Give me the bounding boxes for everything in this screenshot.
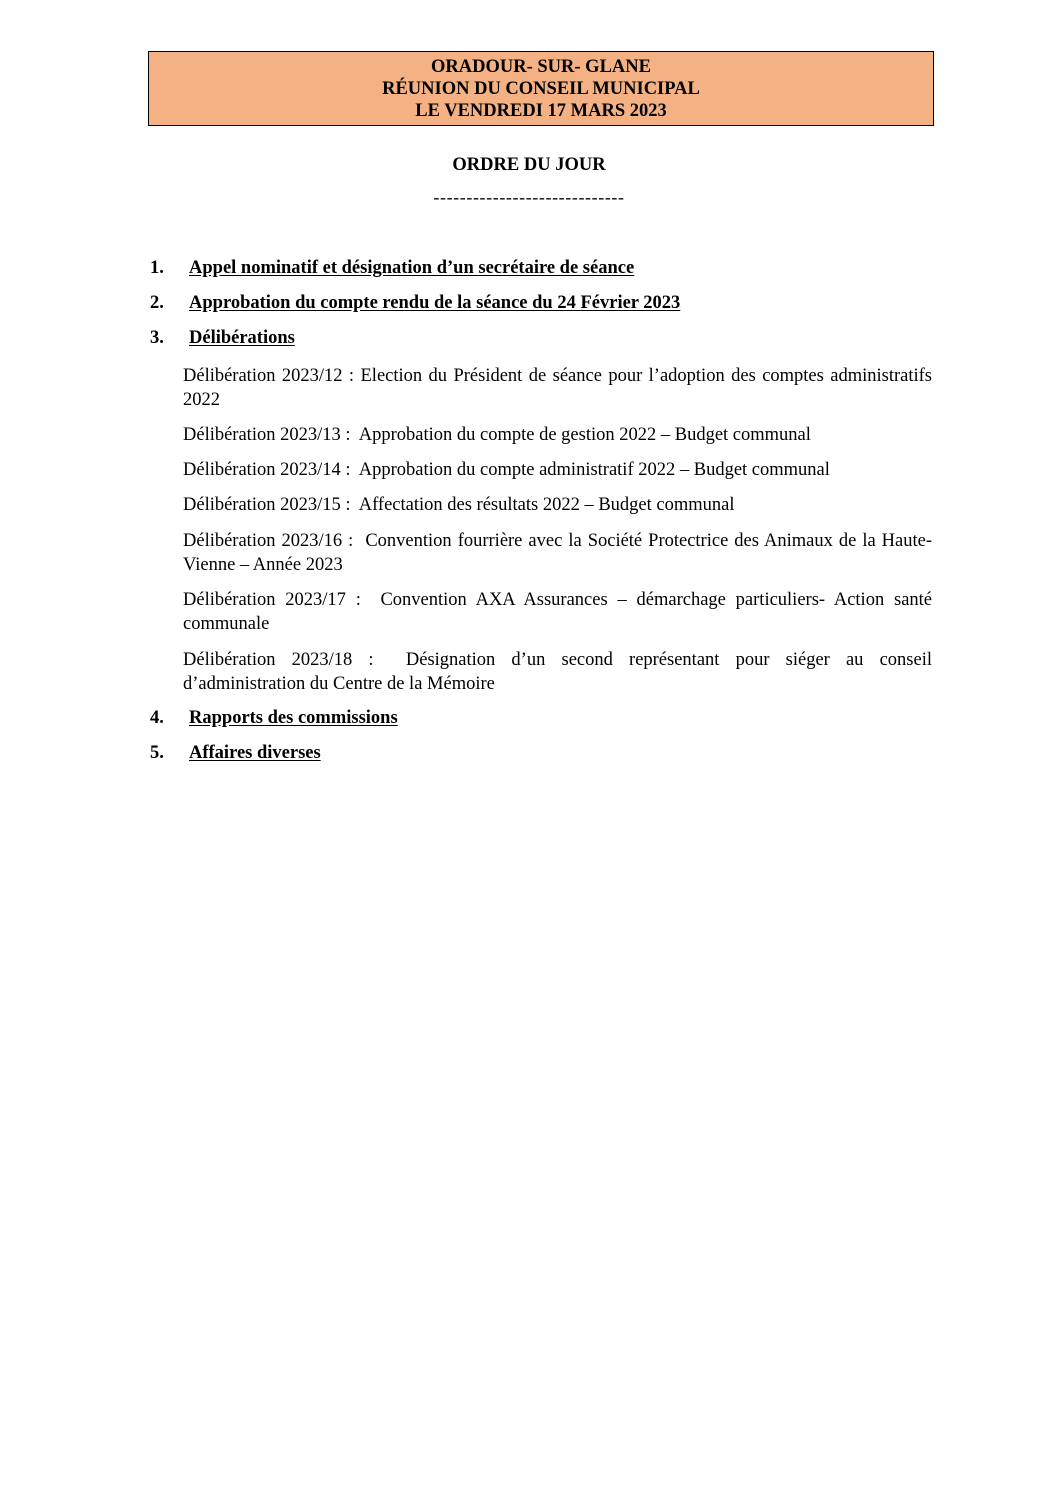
deliberation-text: Election du Président de séance pour l’adoption des comptes administratifs 2022 xyxy=(183,366,932,410)
header-commune: ORADOUR- SUR- GLANE xyxy=(431,57,651,77)
agenda-item xyxy=(150,328,295,349)
agenda-item xyxy=(150,743,321,764)
deliberation-code: Délibération 2023/14 : xyxy=(183,460,356,480)
deliberation-text: Approbation du compte de gestion 2022 – Budget communal xyxy=(358,425,811,445)
deliberation-code: Délibération 2023/15 : xyxy=(183,495,356,515)
agenda-item xyxy=(150,258,634,279)
item-label: Délibérations xyxy=(189,328,295,348)
deliberation-text: Affectation des résultats 2022 – Budget communal xyxy=(358,495,735,515)
item-number: 5. xyxy=(150,743,164,763)
deliberation-code: Délibération 2023/12 : xyxy=(183,366,355,386)
deliberation-text: Convention fourrière avec la Société Protectrice des Animaux de la Haute-Vienne – Année 2023 xyxy=(183,531,933,575)
item-number: 4. xyxy=(150,708,164,728)
deliberation-text: Désignation d’un second représentant pour siéger au conseil d’administration du Centre de la Mémoire xyxy=(183,650,932,694)
deliberation-code: Délibération 2023/16 : xyxy=(183,531,360,551)
deliberation-code: Délibération 2023/18 : xyxy=(183,650,390,670)
header-date: LE VENDREDI 17 MARS 2023 xyxy=(415,101,667,121)
item-label: Rapports des commissions xyxy=(189,708,398,728)
item-number: 3. xyxy=(150,328,164,348)
deliberation-text: Approbation du compte administratif 2022 – Budget communal xyxy=(358,460,830,480)
separator-line: ----------------------------- xyxy=(433,187,625,207)
deliberation xyxy=(183,529,932,577)
deliberation xyxy=(183,493,932,517)
deliberation xyxy=(183,648,932,696)
deliberation xyxy=(183,364,932,412)
item-label: Appel nominatif et désignation d’un secrétaire de séance xyxy=(189,258,635,278)
agenda-item xyxy=(150,708,398,729)
deliberation xyxy=(183,423,932,447)
agenda-item xyxy=(150,293,680,314)
agenda-title: ORDRE DU JOUR xyxy=(452,155,606,175)
header-banner xyxy=(148,51,934,126)
item-label: Affaires diverses xyxy=(189,743,321,763)
item-label: Approbation du compte rendu de la séance du 24 Février 2023 xyxy=(189,293,681,313)
header-meeting: RÉUNION DU CONSEIL MUNICIPAL xyxy=(382,79,700,99)
deliberation-code: Délibération 2023/13 : xyxy=(183,425,356,445)
item-number: 2. xyxy=(150,293,164,313)
deliberation-code: Délibération 2023/17 : xyxy=(183,590,371,610)
deliberation xyxy=(183,588,932,636)
item-number: 1. xyxy=(150,258,164,278)
deliberation-text: Convention AXA Assurances – démarchage particuliers- Action santé communale xyxy=(183,590,933,634)
deliberation xyxy=(183,458,932,482)
